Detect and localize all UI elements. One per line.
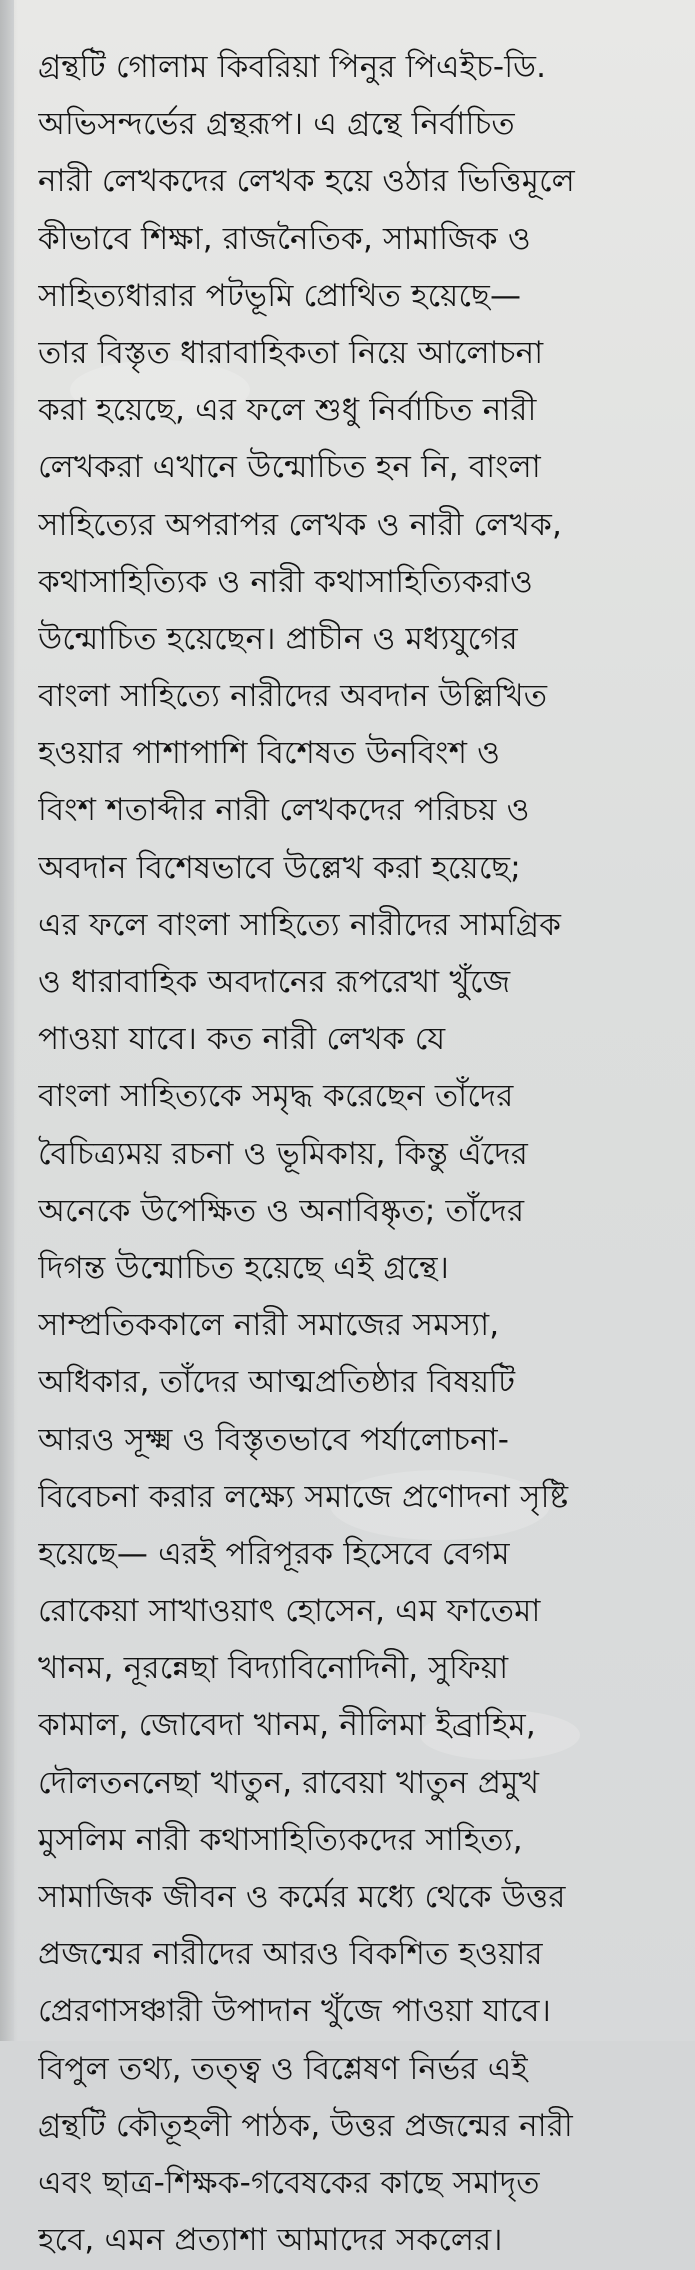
text-line: বাংলা সাহিত্যে নারীদের অবদান উল্লিখিত — [38, 678, 548, 715]
text-line: অনেকে উপেক্ষিত ও অনাবিষ্কৃত; তাঁদের — [38, 1192, 525, 1229]
text-line: সাম্প্রতিককালে নারী সমাজের সমস্যা, — [38, 1307, 500, 1344]
text-line: করা হয়েছে, এর ফলে শুধু নির্বাচিত নারী — [38, 392, 537, 429]
text-line: হবে, এমন প্রত্যাশা আমাদের সকলের। — [38, 2222, 503, 2259]
text-line: সামাজিক জীবন ও কর্মের মধ্যে থেকে উত্তর — [38, 1879, 566, 1915]
text-line: অভিসন্দর্ভের গ্রন্থরূপ। এ গ্রন্থে নির্বাচিত — [38, 106, 515, 143]
text-line: এবং ছাত্র-শিক্ষক-গবেষকের কাছে সমাদৃত — [38, 2164, 540, 2201]
text-line: ও ধারাবাহিক অবদানের রূপরেখা খুঁজে — [38, 964, 511, 1000]
text-line: প্রেরণাসঞ্চারী উপাদান খুঁজে পাওয়া যাবে। — [38, 1993, 552, 2030]
text-line: খানম, নূরন্নেছা বিদ্যাবিনোদিনী, সুফিয়া — [38, 1650, 509, 1687]
text-line: উন্মোচিত হয়েছেন। প্রাচীন ও মধ্যযুগের — [38, 620, 518, 657]
text-line: নারী লেখকদের লেখক হয়ে ওঠার ভিত্তিমূলে — [38, 163, 575, 200]
text-line: দৌলতননেছা খাতুন, রাবেয়া খাতুন প্রমুখ — [38, 1764, 540, 1801]
text-line: কীভাবে শিক্ষা, রাজনৈতিক, সামাজিক ও — [38, 220, 531, 257]
text-line: বিংশ শতাব্দীর নারী লেখকদের পরিচয় ও — [38, 792, 530, 829]
text-line: তার বিস্তৃত ধারাবাহিকতা নিয়ে আলোচনা — [38, 334, 544, 371]
text-line: বিপুল তথ্য, তত্ত্ব ও বিশ্লেষণ নির্ভর এই — [38, 2050, 528, 2087]
text-line: সাহিত্যধারার পটভূমি প্রোথিত হয়েছে— — [38, 277, 522, 314]
text-line: কামাল, জোবেদা খানম, নীলিমা ইব্রাহিম, — [38, 1707, 536, 1744]
text-line: প্রজন্মের নারীদের আরও বিকশিত হওয়ার — [38, 1936, 543, 1973]
text-line: পাওয়া যাবে। কত নারী লেখক যে — [38, 1021, 446, 1058]
blurb-text — [38, 40, 638, 2270]
text-line: লেখকরা এখানে উন্মোচিত হন নি, বাংলা — [38, 449, 541, 486]
text-line: গ্রন্থটি গোলাম কিবরিয়া পিনুর পিএইচ-ডি. — [38, 49, 547, 85]
text-line: রোকেয়া সাখাওয়াৎ হোসেন, এম ফাতেমা — [38, 1593, 541, 1630]
text-line: অবদান বিশেষভাবে উল্লেখ করা হয়েছে; — [38, 849, 521, 886]
text-line: সাহিত্যের অপরাপর লেখক ও নারী লেখক, — [38, 506, 563, 543]
text-line: বিবেচনা করার লক্ষ্যে সমাজে প্রণোদনা সৃষ্টি — [38, 1478, 569, 1515]
text-line: হওয়ার পাশাপাশি বিশেষত উনবিংশ ও — [38, 735, 501, 772]
text-line: দিগন্ত উন্মোচিত হয়েছে এই গ্রন্থে। — [38, 1249, 449, 1286]
text-line: আরও সূক্ষ্ম ও বিস্তৃতভাবে পর্যালোচনা- — [38, 1421, 510, 1458]
text-line: হয়েছে— এরই পরিপূরক হিসেবে বেগম — [38, 1535, 510, 1572]
text-line: কথাসাহিত্যিক ও নারী কথাসাহিত্যিকরাও — [38, 563, 534, 600]
text-line: অধিকার, তাঁদের আত্মপ্রতিষ্ঠার বিষয়টি — [38, 1364, 516, 1401]
text-line: এর ফলে বাংলা সাহিত্যে নারীদের সামগ্রিক — [38, 906, 562, 943]
text-line: বাংলা সাহিত্যকে সমৃদ্ধ করেছেন তাঁদের — [38, 1078, 514, 1115]
page-spine-shadow — [0, 0, 14, 2041]
text-line: বৈচিত্র্যময় রচনা ও ভূমিকায়, কিন্তু এঁদের — [38, 1135, 529, 1172]
text-line: গ্রন্থটি কৌতূহলী পাঠক, উত্তর প্রজন্মের নারী — [38, 2107, 573, 2144]
text-line: মুসলিম নারী কথাসাহিত্যিকদের সাহিত্য, — [38, 1821, 523, 1858]
